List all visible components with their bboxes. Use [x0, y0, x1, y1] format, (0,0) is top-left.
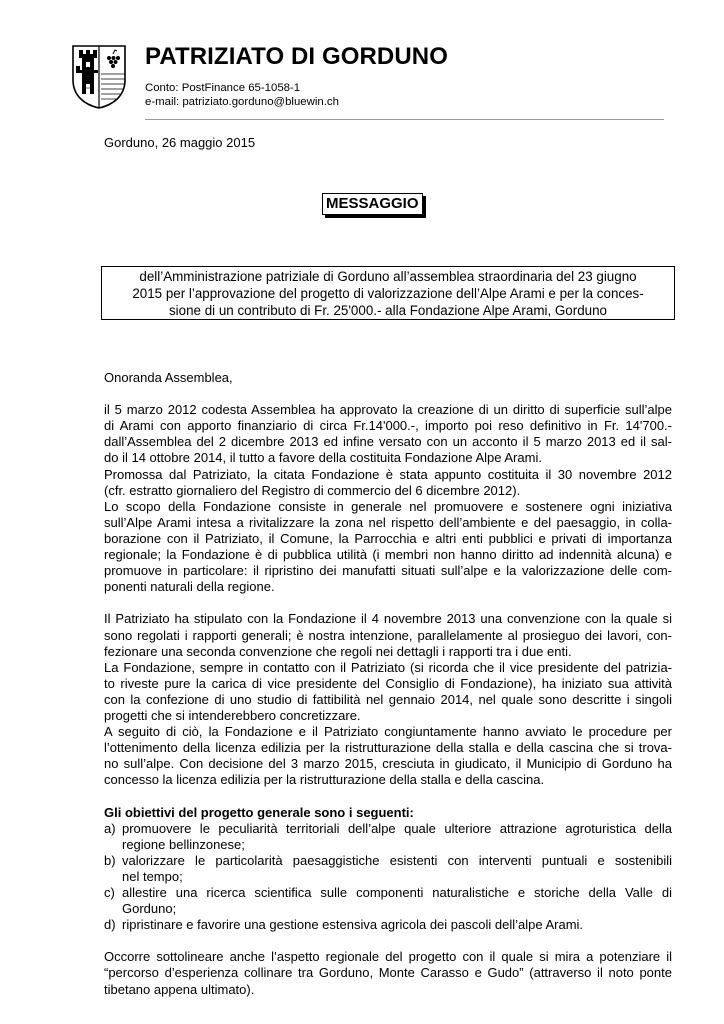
paragraph-line: (cfr. estratto giornaliero del Registro di commercio del 6 dicembre 2012). — [104, 482, 521, 498]
email-address: e-mail: patriziato.gorduno@bluewin.ch — [145, 96, 339, 108]
paragraph-line: do il 14 ottobre 2014, il tutto a favore della costituita Fondazione Alpe Arami. — [104, 450, 542, 466]
list-marker: a) — [104, 820, 116, 836]
list-item-text: ripristinare e favorire una gestione estensiva agricola dei pascoli dell’alpe Arami. — [122, 917, 584, 933]
subject-box — [101, 266, 675, 320]
paragraph-line: no sull’alpe. Con decisione del 3 marzo 2015, cresciuta in giudicato, il Municipio di Gorduno ha — [104, 756, 672, 772]
paragraph-line: A seguito di ciò, la Fondazione e il Patriziato congiuntamente hanno avviato le procedure per — [104, 724, 672, 740]
subject-line: dell’Amministrazione patriziale di Gorduno all’assemblea straordinaria del 23 giugno — [139, 269, 637, 284]
list-marker: c) — [104, 885, 115, 900]
salutation: Onoranda Assemblea, — [104, 370, 233, 385]
paragraph-line: Il Patriziato ha stipulato con la Fondazione il 4 novembre 2013 una convenzione con la quale si — [104, 611, 672, 627]
paragraph-line: fezionare una seconda convenzione che regoli nei dettagli i rapporti tra i due enti. — [104, 643, 572, 659]
list-item-text: Gorduno; — [122, 901, 177, 917]
paragraph-line: to riveste pure la carica di vice presidente del Consiglio di Fondazione), ha iniziato sua attività — [104, 675, 672, 691]
list-item — [104, 853, 672, 869]
paragraph-line: l’ottenimento della licenza edilizia per la ristrutturazione della stalla e della cascina che si trova- — [104, 740, 672, 756]
list-item-text: nel tempo; — [122, 868, 183, 884]
header-divider — [145, 119, 664, 120]
list-item — [104, 885, 672, 901]
account-number: Conto: PostFinance 65-1058-1 — [145, 82, 301, 94]
paragraph-line: ponenti naturali della regione. — [104, 579, 275, 595]
paragraph-line: tibetano appena ultimato). — [104, 981, 255, 997]
paragraph-line: concesso la licenza edilizia per la ristrutturazione della stalla e della cascina. — [104, 772, 545, 788]
paragraph-line: Lo scopo della Fondazione consiste in generale nel promuovere e sostenere ogni iniziativa — [104, 498, 672, 514]
paragraph-line: Occorre sottolineare anche l’aspetto regionale del progetto con il quale si mira a potenziare il — [104, 949, 672, 965]
list-marker: b) — [104, 852, 116, 868]
contact-info — [145, 81, 339, 109]
coat-of-arms-icon — [71, 44, 127, 110]
paragraph-line: Promossa dal Patriziato, la citata Fondazione è stata appunto costituita il 30 novembre 2012 — [104, 466, 672, 482]
list-item-text: allestire una ricerca scientifica sulle componenti naturalistiche e storiche della Valle di — [122, 885, 672, 900]
letter-body — [104, 370, 672, 998]
paragraph-line: La Fondazione, sempre in contatto con il Patriziato (si ricorda che il vice presidente del patrizia- — [104, 659, 672, 675]
paragraph-line: borazione con il Patriziato, il Comune, la Parrocchia e altri enti pubblici e privati di importanza — [104, 530, 672, 546]
paragraph-line: il 5 marzo 2012 codesta Assemblea ha approvato la creazione di un diritto di superficie sull’alpe — [104, 402, 672, 418]
paragraph-line: con la confezione di uno studio di fattibilità nel gennaio 2014, nel quale sono descritte i singoli — [104, 691, 672, 707]
organization-title: PATRIZIATO DI GORDUNO — [145, 43, 448, 70]
list-item — [104, 821, 672, 837]
list-item-text: valorizzare le particolarità paesaggistiche esistenti con interventi puntuali e sostenibili — [122, 852, 672, 868]
list-item-text: promuovere le peculiarità territoriali dell’alpe quale ulteriore attrazione agroturistica della — [122, 820, 672, 836]
paragraph-line: di Arami con apporto finanziario di circa Fr.14'000.-, importo poi reso definitivo in Fr. 14'700.- — [104, 418, 672, 434]
letter-date: Gorduno, 26 maggio 2015 — [104, 135, 256, 150]
list-item-text: regione bellinzonese; — [122, 836, 245, 852]
list-marker: d) — [104, 917, 116, 933]
list-item — [104, 917, 672, 933]
paragraph-line: progetti che si intenderebbero concretizzare. — [104, 707, 361, 723]
paragraph-line: promuove in particolare: il ripristino dei manufatti situati sull’alpe e la valorizzazione delle com- — [104, 563, 672, 579]
paragraph-line: “percorso d’esperienza collinare tra Gorduno, Monte Carasso e Gudo” (attraverso il noto ponte — [104, 965, 672, 981]
subject-line: 2015 per l’approvazione del progetto di valorizzazione dell’Alpe Arami e per la conces- — [132, 286, 644, 301]
paragraph-line: sull’Alpe Arami intesa a rivitalizzare la zona nel rispetto dell’ambiente e del paesaggio, in colla- — [104, 514, 672, 530]
objectives-heading: Gli obiettivi del progetto generale sono i seguenti: — [104, 804, 414, 820]
message-label: MESSAGGIO — [322, 193, 423, 215]
subject-line: sione di un contributo di Fr. 25'000.- alla Fondazione Alpe Arami, Gorduno — [168, 303, 608, 318]
paragraph-line: regionale; la Fondazione è di pubblica utilità (i membri non hanno diritto ad indennità alcuna) e — [104, 547, 672, 563]
paragraph-line: dall’Assemblea del 2 dicembre 2013 ed infine versato con un acconto il 5 marzo 2013 ed il sal- — [104, 434, 672, 450]
paragraph-line: sono regolati i rapporti generali; è nostra intenzione, parallelamente al prosieguo dei lavori, con- — [104, 627, 672, 643]
